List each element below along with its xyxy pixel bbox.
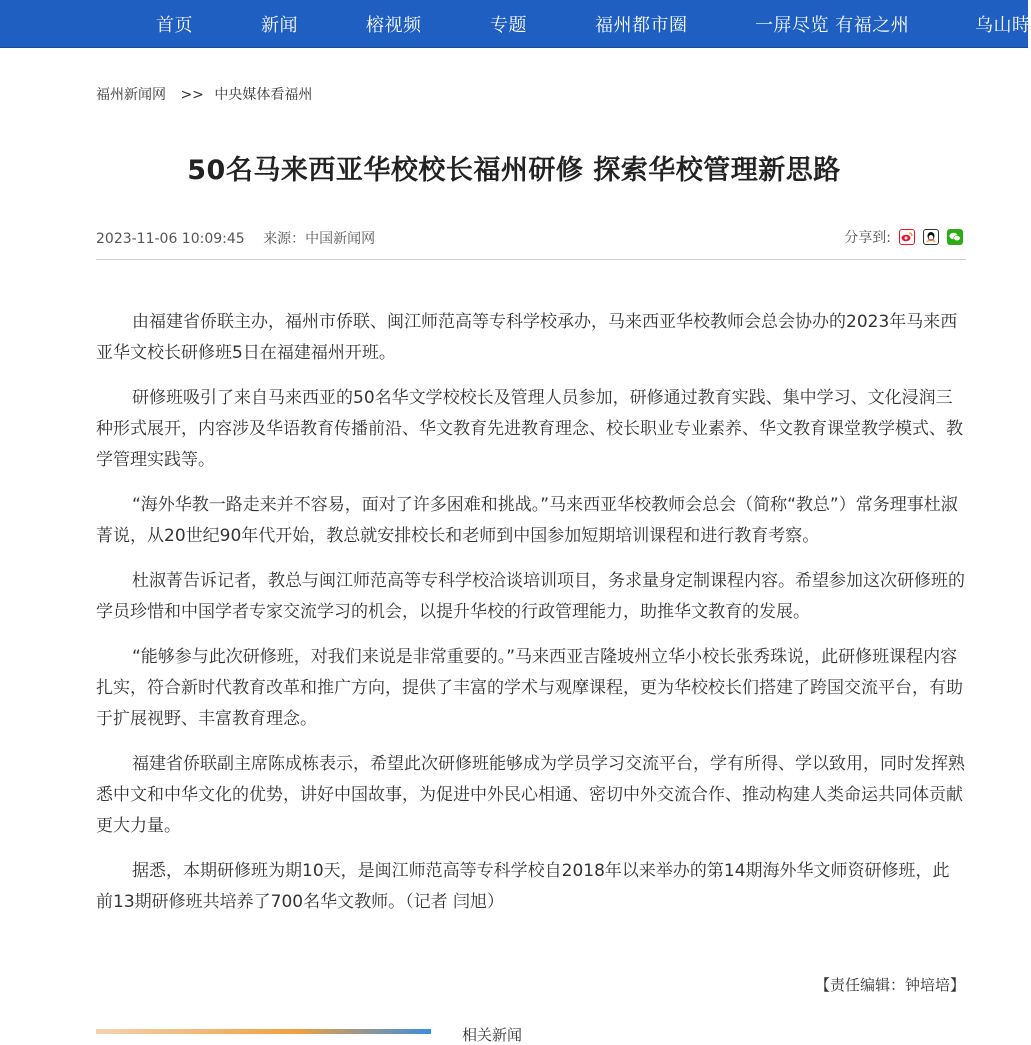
responsible-editor: 【责任编辑：钟培培】	[814, 976, 965, 994]
wechat-icon[interactable]	[947, 229, 963, 245]
article-source: 来源：中国新闻网	[263, 231, 376, 247]
breadcrumb-separator: >>	[180, 87, 204, 103]
article-meta	[96, 228, 375, 248]
article-paragraph: 研修班吸引了来自马来西亚的50名华文学校校长及管理人员参加，研修通过教育实践、集中学习、文化浸润三种形式展开，内容涉及华语教育传播前沿、华文教育先进教育理念、校长职业专业素养、华文教育课堂教学模式、教学管理实践等。	[96, 388, 963, 470]
nav-item-topics[interactable]: 专题	[490, 15, 527, 36]
share-label: 分享到:	[844, 230, 891, 246]
bottom-section-label: 相关新闻	[462, 1026, 523, 1044]
article-paragraph: 福建省侨联副主席陈成栋表示，希望此次研修班能够成为学员学习交流平台，学有所得、学以致用，同时发挥熟悉中文和中华文化的优势，讲好中国故事，为促进中外民心相通、密切中外交流合作、推动构建人类命运共同体贡献更大力量。	[96, 754, 965, 836]
article-body	[96, 307, 966, 932]
article-paragraph: 由福建省侨联主办，福州市侨联、闽江师范高等专科学校承办，马来西亚华校教师会总会协办的2023年马来西亚华文校长研修班5日在福建福州开班。	[96, 312, 958, 363]
breadcrumb-section-link[interactable]: 中央媒体看福州	[214, 87, 313, 103]
article-paragraph: “能够参与此次研修班，对我们来说是非常重要的。”马来西亚吉隆坡州立华小校长张秀珠说，此研修班课程内容扎实，符合新时代教育改革和推广方向，提供了丰富的学术与观摩课程，更为华校校长们搭建了跨国交流平台，有助于扩展视野、丰富教育理念。	[96, 647, 963, 729]
article-title: 50名马来西亚华校校长福州研修 探索华校管理新思路	[187, 155, 841, 186]
nav-item-youfu-zhizhou[interactable]: 一屏尽览 有福之州	[755, 15, 910, 36]
bottom-banner-strip	[96, 1029, 431, 1034]
article-datetime: 2023-11-06 10:09:45	[96, 231, 245, 247]
article-paragraph: 杜淑菁告诉记者，教总与闽江师范高等专科学校洽谈培训项目，务求量身定制课程内容。希望参加这次研修班的学员珍惜和中国学者专家交流学习的机会，以提升华校的行政管理能力，助推华文教育的发展。	[96, 571, 965, 622]
nav-item-news[interactable]: 新闻	[261, 15, 298, 36]
nav-item-home[interactable]: 首页	[156, 15, 193, 36]
qq-icon[interactable]	[923, 229, 939, 245]
share-bar	[844, 227, 963, 247]
weibo-icon[interactable]	[899, 229, 915, 245]
header-divider	[96, 259, 966, 260]
article-paragraph: “海外华教一路走来并不容易，面对了许多困难和挑战。”马来西亚华校教师会总会（简称“教总”）常务理事杜淑菁说，从20世纪90年代开始，教总就安排校长和老师到中国参加短期培训课程和进行教育考察。	[96, 495, 958, 546]
nav-item-fuzhou-metro-area[interactable]: 福州都市圈	[595, 15, 688, 36]
nav-item-wushan[interactable]: 乌山時	[975, 15, 1031, 36]
article-paragraph: 据悉，本期研修班为期10天，是闽江师范高等专科学校自2018年以来举办的第14期海外华文师资研修班，此前13期研修班共培养了700名华文教师。（记者 闫旭）	[96, 861, 950, 912]
top-navigation-bar	[0, 0, 1031, 48]
breadcrumb-home-link[interactable]: 福州新闻网	[96, 87, 166, 103]
nav-item-rong-video[interactable]: 榕视频	[366, 15, 422, 36]
breadcrumb	[96, 84, 318, 104]
